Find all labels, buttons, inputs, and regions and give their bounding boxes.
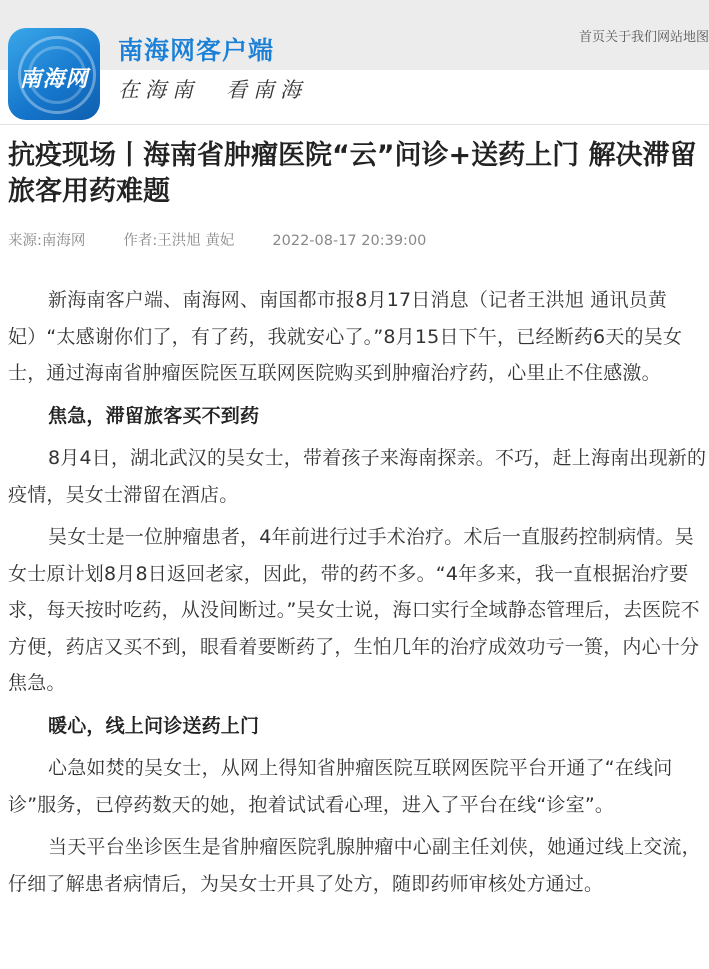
article-paragraph: 心急如焚的吴女士，从网上得知省肿瘤医院互联网医院平台开通了“在线问诊”服务，已停药数天的她，抱着试试看心理，进入了平台在线“诊室”。: [8, 757, 673, 816]
article-subheading: 焦急，滞留旅客买不到药: [48, 404, 260, 427]
article-source: 来源:南海网: [8, 233, 86, 249]
nav-link-sitemap[interactable]: 网站地图: [656, 30, 709, 45]
nav-link-home[interactable]: 首页: [578, 30, 605, 45]
brand-name[interactable]: 南海网客户端: [118, 36, 275, 65]
article-paragraph: 吴女士是一位肿瘤患者，4年前进行过手术治疗。术后一直服药控制病情。吴女士原计划8月8日返回老家，因此，带的药不多。“4年多来，我一直根据治疗要求，每天按时吃药，从没间断过。”吴女士说，海口实行全域静态管理后，去医院不方便，药店又买不到，眼看着要断药了，生怕几年的治疗成效功亏一篑，内心十分焦急。: [8, 526, 700, 694]
nav-link-about[interactable]: 关于我们: [604, 30, 657, 45]
top-bar: [0, 0, 709, 70]
site-logo[interactable]: [8, 28, 100, 120]
article-meta: [8, 229, 426, 250]
article-subheading: 暖心，线上问诊送药上门: [48, 714, 260, 737]
article-paragraph: 新海南客户端、南海网、南国都市报8月17日消息（记者王洪旭 通讯员黄妃）“太感谢你们了，有了药，我就安心了。”8月15日下午，已经断药6天的吴女士，通过海南省肿瘤医院医互联网医院购买到肿瘤治疗药，心里止不住感激。: [8, 289, 683, 384]
article-author: 作者:王洪旭 黄妃: [123, 233, 235, 249]
article-paragraph: 8月4日，湖北武汉的吴女士，带着孩子来海南探亲。不巧，赶上海南出现新的疫情，吴女士滞留在酒店。: [8, 447, 707, 506]
header-divider: [0, 124, 709, 125]
article-paragraph: 当天平台坐诊医生是省肿瘤医院乳腺肿瘤中心副主任刘侠，她通过线上交流，仔细了解患者病情后，为吴女士开具了处方，随即药师审核处方通过。: [8, 836, 701, 895]
logo-text: 南海网: [19, 67, 89, 92]
article-datetime: 2022-08-17 20:39:00: [272, 233, 427, 249]
article-title: 抗疫现场丨海南省肿瘤医院“云”问诊+送药上门 解决滞留旅客用药难题: [8, 140, 697, 207]
brand-slogan: 在海南 看南海: [118, 78, 307, 102]
article-body: [8, 282, 709, 908]
top-nav: [579, 26, 709, 45]
